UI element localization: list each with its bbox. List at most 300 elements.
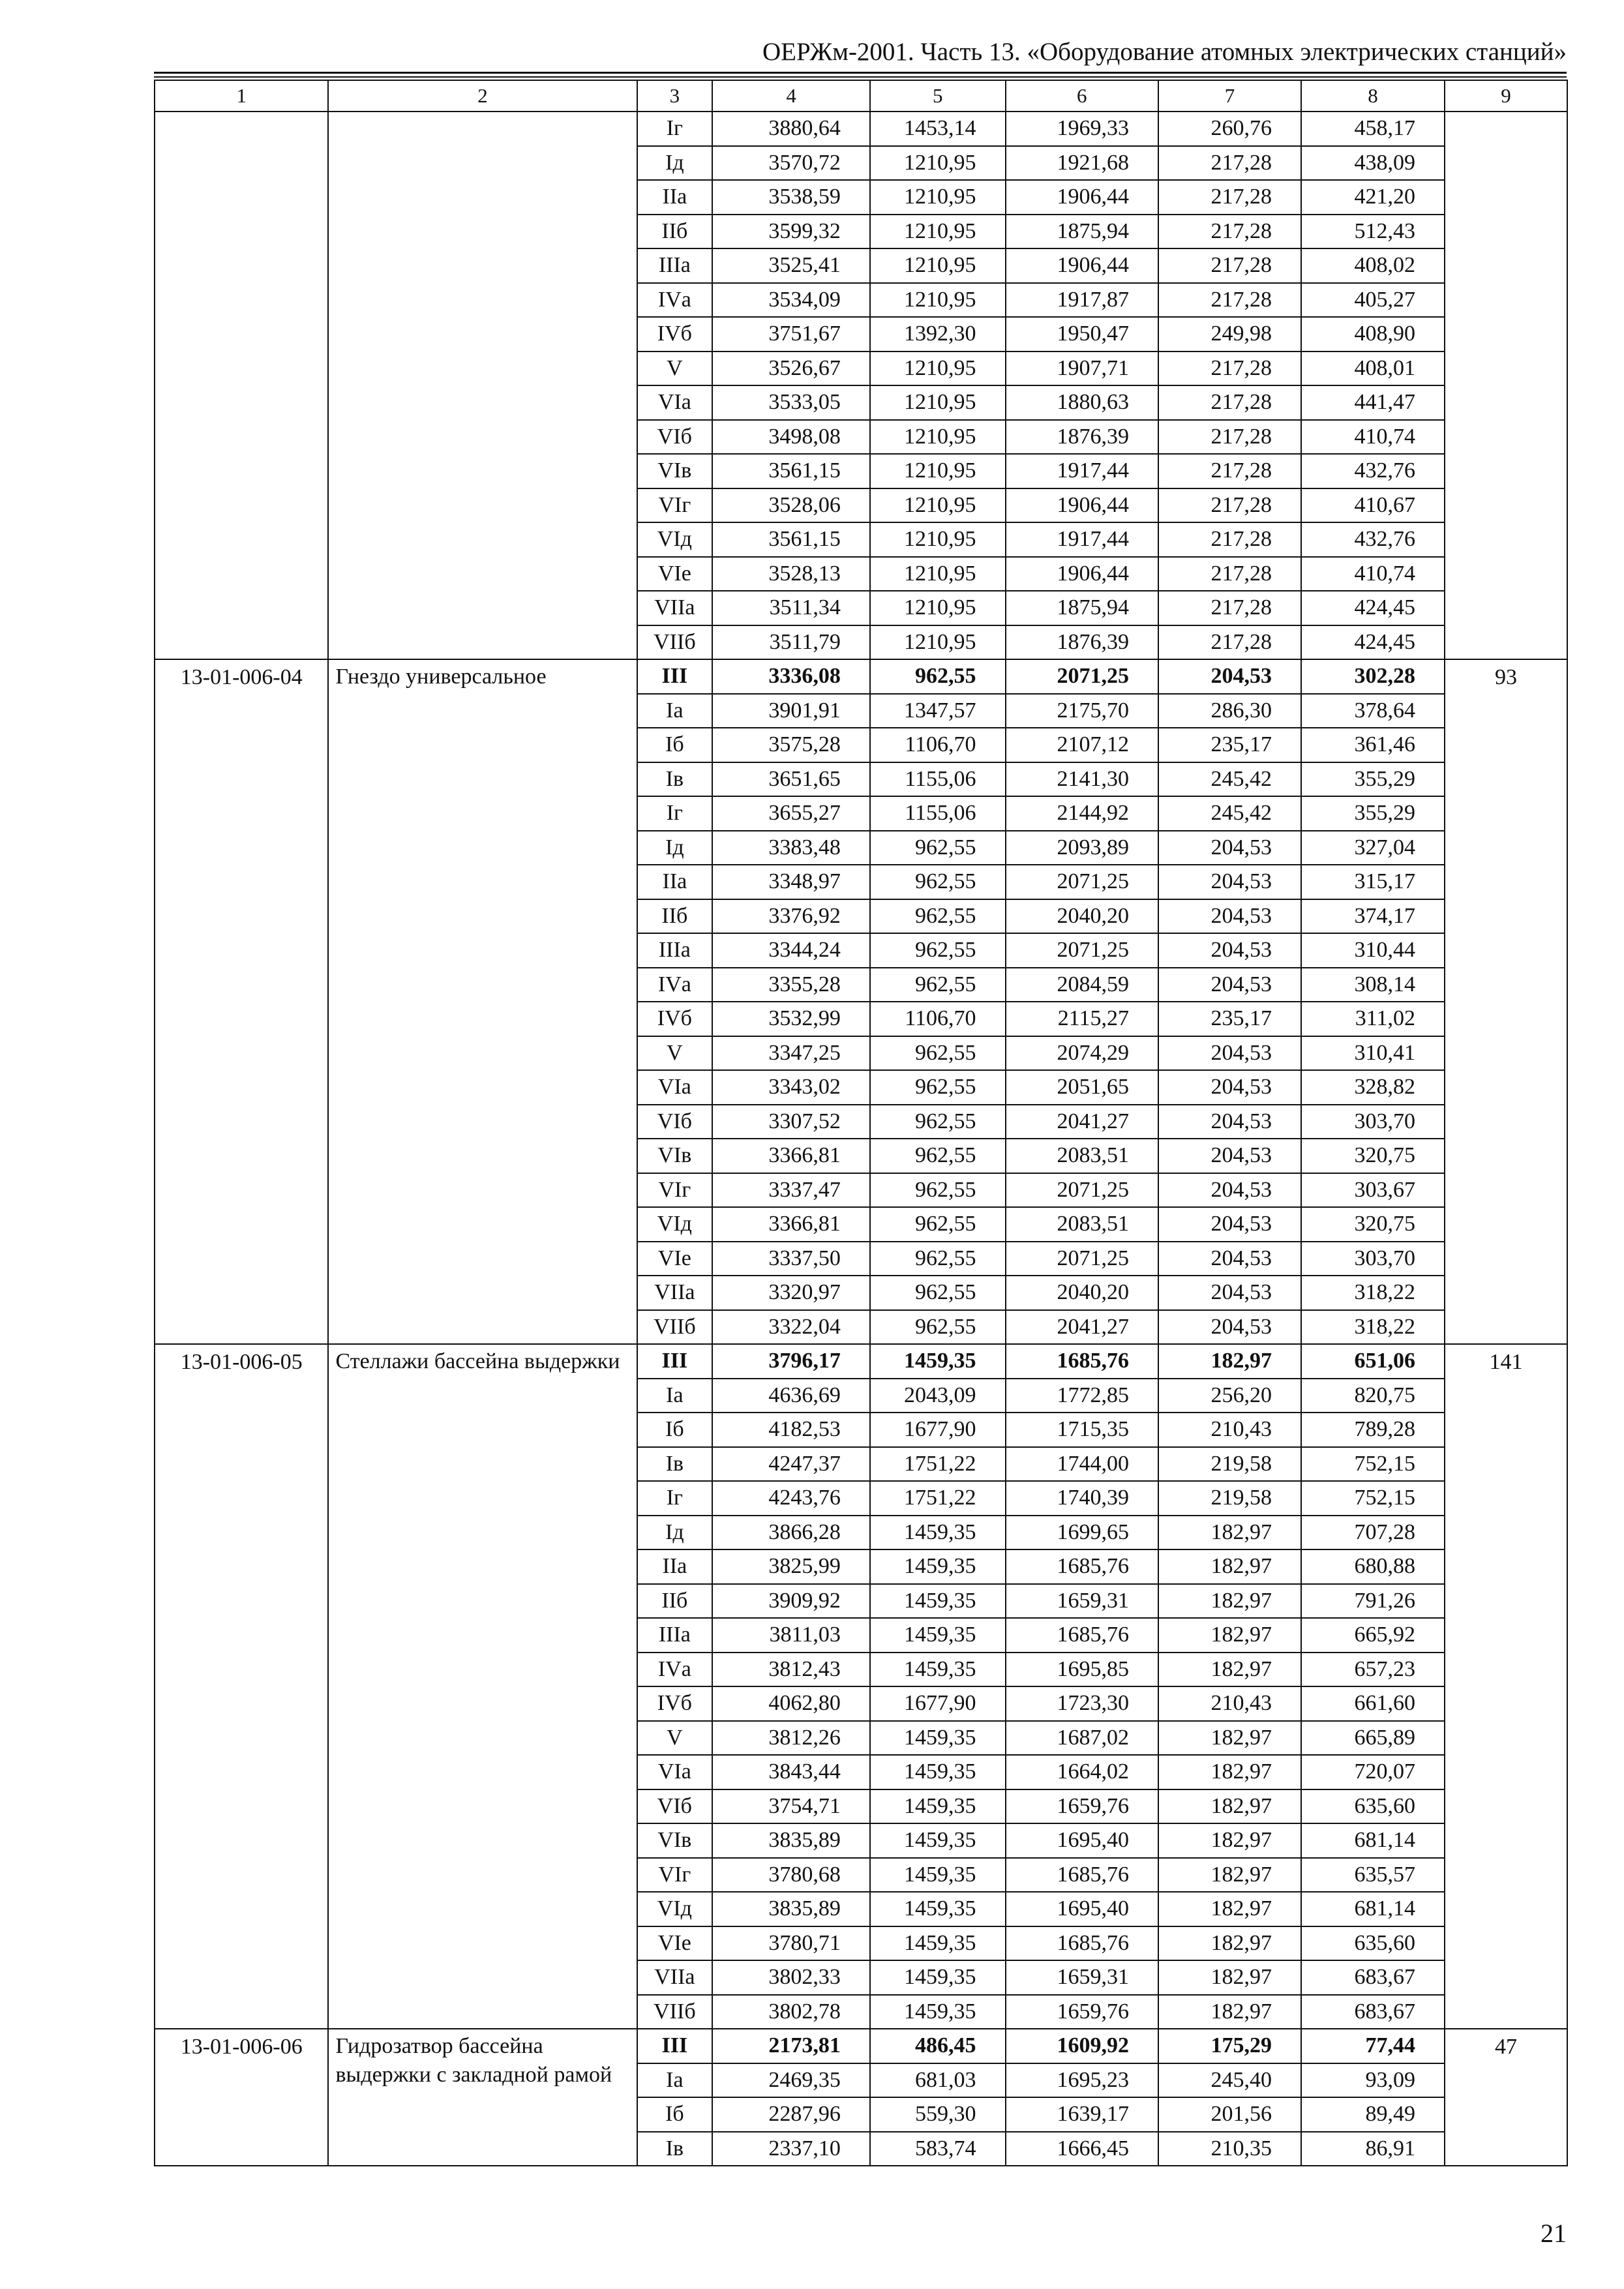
value-cell: 1740,39 — [1006, 1481, 1158, 1516]
zone-category: V — [637, 1036, 713, 1071]
zone-category: IIб — [637, 215, 713, 249]
zone-category: Iб — [637, 1413, 713, 1447]
value-cell: 302,28 — [1301, 659, 1445, 694]
value-cell: 2093,89 — [1006, 831, 1158, 865]
value-cell: 1875,94 — [1006, 215, 1158, 249]
value-cell: 2287,96 — [712, 2097, 870, 2132]
value-cell: 217,28 — [1158, 591, 1301, 625]
value-cell: 2041,27 — [1006, 1105, 1158, 1139]
item-code — [155, 112, 328, 659]
value-cell: 681,14 — [1301, 1892, 1445, 1926]
value-cell: 217,28 — [1158, 488, 1301, 523]
value-cell: 720,07 — [1301, 1755, 1445, 1789]
value-cell: 1459,35 — [870, 1858, 1006, 1893]
value-cell: 1685,76 — [1006, 1618, 1158, 1653]
value-cell: 1459,35 — [870, 1789, 1006, 1824]
column-header: 9 — [1445, 80, 1567, 112]
value-cell: 1917,44 — [1006, 522, 1158, 557]
value-cell: 3307,52 — [712, 1105, 870, 1139]
value-cell: 303,70 — [1301, 1105, 1445, 1139]
table-row — [155, 2029, 1567, 2063]
value-cell: 204,53 — [1158, 933, 1301, 968]
value-cell: 1459,35 — [870, 1823, 1006, 1858]
value-cell: 1695,40 — [1006, 1892, 1158, 1926]
value-cell: 204,53 — [1158, 1070, 1301, 1105]
value-cell: 1459,35 — [870, 1995, 1006, 2029]
value-cell: 3835,89 — [712, 1892, 870, 1926]
value-cell: 3534,09 — [712, 283, 870, 318]
zone-category: IVа — [637, 968, 713, 1002]
value-cell: 328,82 — [1301, 1070, 1445, 1105]
value-cell: 1876,39 — [1006, 420, 1158, 455]
value-cell: 962,55 — [870, 1310, 1006, 1345]
value-cell: 1699,65 — [1006, 1516, 1158, 1550]
value-cell: 1906,44 — [1006, 488, 1158, 523]
value-cell: 2071,25 — [1006, 1242, 1158, 1276]
item-name: Гидрозатвор бассейна выдержки с закладной рамой — [328, 2029, 637, 2166]
value-cell: 2083,51 — [1006, 1207, 1158, 1242]
value-cell: 3366,81 — [712, 1207, 870, 1242]
value-cell: 2040,20 — [1006, 899, 1158, 934]
value-cell: 249,98 — [1158, 317, 1301, 352]
value-cell: 2074,29 — [1006, 1036, 1158, 1071]
value-cell: 3909,92 — [712, 1584, 870, 1619]
value-cell: 3343,02 — [712, 1070, 870, 1105]
value-cell: 182,97 — [1158, 1858, 1301, 1893]
value-cell: 286,30 — [1158, 694, 1301, 728]
item-code: 13-01-006-05 — [155, 1344, 328, 2029]
value-cell: 204,53 — [1158, 1207, 1301, 1242]
zone-category: Iа — [637, 694, 713, 728]
column-header: 8 — [1301, 80, 1445, 112]
zone-category: VIIб — [637, 1310, 713, 1345]
value-cell: 245,40 — [1158, 2063, 1301, 2098]
value-cell: 2071,25 — [1006, 933, 1158, 968]
value-cell: 1907,71 — [1006, 352, 1158, 386]
zone-category: VIе — [637, 1926, 713, 1961]
value-cell: 256,20 — [1158, 1379, 1301, 1413]
value-cell: 3843,44 — [712, 1755, 870, 1789]
value-cell: 310,44 — [1301, 933, 1445, 968]
zone-category: V — [637, 1721, 713, 1756]
value-cell: 789,28 — [1301, 1413, 1445, 1447]
value-cell: 245,42 — [1158, 796, 1301, 831]
value-cell: 1687,02 — [1006, 1721, 1158, 1756]
value-cell: 315,17 — [1301, 865, 1445, 899]
value-cell: 962,55 — [870, 968, 1006, 1002]
value-cell: 438,09 — [1301, 146, 1445, 181]
zone-category: III — [637, 2029, 713, 2063]
value-cell: 204,53 — [1158, 1242, 1301, 1276]
value-cell: 410,74 — [1301, 557, 1445, 591]
value-cell: 3812,26 — [712, 1721, 870, 1756]
value-cell: 210,35 — [1158, 2132, 1301, 2166]
value-cell: 201,56 — [1158, 2097, 1301, 2132]
value-cell: 2084,59 — [1006, 968, 1158, 1002]
value-cell: 3812,43 — [712, 1653, 870, 1687]
zone-category: Iв — [637, 2132, 713, 2166]
value-cell: 3337,50 — [712, 1242, 870, 1276]
value-cell: 182,97 — [1158, 1823, 1301, 1858]
value-cell: 3575,28 — [712, 728, 870, 762]
value-cell: 4247,37 — [712, 1447, 870, 1482]
zone-category: IIа — [637, 1549, 713, 1584]
value-cell: 3561,15 — [712, 522, 870, 557]
value-cell: 1685,76 — [1006, 1858, 1158, 1893]
value-cell: 424,45 — [1301, 625, 1445, 660]
value-cell: 665,92 — [1301, 1618, 1445, 1653]
item-weight: 93 — [1445, 659, 1567, 1344]
value-cell: 4062,80 — [712, 1686, 870, 1721]
table-row — [155, 112, 1567, 146]
value-cell: 3526,67 — [712, 352, 870, 386]
value-cell: 1210,95 — [870, 180, 1006, 215]
value-cell: 2337,10 — [712, 2132, 870, 2166]
value-cell: 361,46 — [1301, 728, 1445, 762]
zone-category: VIд — [637, 1207, 713, 1242]
zone-category: VIв — [637, 454, 713, 488]
value-cell: 2141,30 — [1006, 762, 1158, 797]
value-cell: 1459,35 — [870, 1721, 1006, 1756]
value-cell: 681,03 — [870, 2063, 1006, 2098]
column-header: 5 — [870, 80, 1006, 112]
value-cell: 93,09 — [1301, 2063, 1445, 2098]
value-cell: 512,43 — [1301, 215, 1445, 249]
zone-category: VIIа — [637, 591, 713, 625]
zone-category: VIе — [637, 1242, 713, 1276]
value-cell: 651,06 — [1301, 1344, 1445, 1379]
value-cell: 962,55 — [870, 1070, 1006, 1105]
value-cell: 175,29 — [1158, 2029, 1301, 2063]
zone-category: Iб — [637, 2097, 713, 2132]
value-cell: 1459,35 — [870, 1892, 1006, 1926]
value-cell: 182,97 — [1158, 1516, 1301, 1550]
value-cell: 217,28 — [1158, 283, 1301, 318]
value-cell: 235,17 — [1158, 728, 1301, 762]
value-cell: 1677,90 — [870, 1686, 1006, 1721]
value-cell: 1459,35 — [870, 1653, 1006, 1687]
value-cell: 217,28 — [1158, 420, 1301, 455]
value-cell: 3901,91 — [712, 694, 870, 728]
value-cell: 681,14 — [1301, 1823, 1445, 1858]
value-cell: 3532,99 — [712, 1002, 870, 1036]
zone-category: VIг — [637, 1858, 713, 1893]
value-cell: 204,53 — [1158, 1173, 1301, 1208]
value-cell: 1210,95 — [870, 625, 1006, 660]
value-cell: 2071,25 — [1006, 865, 1158, 899]
value-cell: 182,97 — [1158, 1789, 1301, 1824]
value-cell: 182,97 — [1158, 1653, 1301, 1687]
table-row — [155, 1344, 1567, 1379]
value-cell: 1210,95 — [870, 557, 1006, 591]
zone-category: VIг — [637, 1173, 713, 1208]
value-cell: 4243,76 — [712, 1481, 870, 1516]
value-cell: 432,76 — [1301, 522, 1445, 557]
value-cell: 378,64 — [1301, 694, 1445, 728]
item-name: Гнездо универсальное — [328, 659, 637, 1344]
value-cell: 3780,71 — [712, 1926, 870, 1961]
value-cell: 219,58 — [1158, 1447, 1301, 1482]
column-header: 6 — [1006, 80, 1158, 112]
value-cell: 458,17 — [1301, 112, 1445, 146]
value-cell: 2173,81 — [712, 2029, 870, 2063]
value-cell: 432,76 — [1301, 454, 1445, 488]
value-cell: 1950,47 — [1006, 317, 1158, 352]
table-row — [155, 659, 1567, 694]
value-cell: 1744,00 — [1006, 1447, 1158, 1482]
value-cell: 1715,35 — [1006, 1413, 1158, 1447]
value-cell: 217,28 — [1158, 248, 1301, 283]
price-table — [154, 80, 1568, 2166]
value-cell: 791,26 — [1301, 1584, 1445, 1619]
value-cell: 245,42 — [1158, 762, 1301, 797]
zone-category: VIб — [637, 1105, 713, 1139]
value-cell: 182,97 — [1158, 1618, 1301, 1653]
page-header: ОЕРЖм-2001. Часть 13. «Оборудование атомных электрических станций» — [762, 38, 1567, 66]
value-cell: 355,29 — [1301, 796, 1445, 831]
zone-category: VIв — [637, 1823, 713, 1858]
value-cell: 665,89 — [1301, 1721, 1445, 1756]
value-cell: 2043,09 — [870, 1379, 1006, 1413]
value-cell: 962,55 — [870, 1173, 1006, 1208]
value-cell: 3348,97 — [712, 865, 870, 899]
value-cell: 1685,76 — [1006, 1344, 1158, 1379]
header-rule — [154, 72, 1567, 74]
zone-category: IIб — [637, 1584, 713, 1619]
value-cell: 204,53 — [1158, 831, 1301, 865]
value-cell: 3751,67 — [712, 317, 870, 352]
value-cell: 3533,05 — [712, 385, 870, 420]
value-cell: 1347,57 — [870, 694, 1006, 728]
value-cell: 3655,27 — [712, 796, 870, 831]
value-cell: 1666,45 — [1006, 2132, 1158, 2166]
value-cell: 962,55 — [870, 1207, 1006, 1242]
item-name — [328, 112, 637, 659]
zone-category: VIIб — [637, 1995, 713, 2029]
zone-category: III — [637, 659, 713, 694]
zone-category: VIд — [637, 522, 713, 557]
value-cell: 374,17 — [1301, 899, 1445, 934]
value-cell: 1695,40 — [1006, 1823, 1158, 1858]
value-cell: 583,74 — [870, 2132, 1006, 2166]
value-cell: 3538,59 — [712, 180, 870, 215]
value-cell: 1459,35 — [870, 1344, 1006, 1379]
item-weight: 47 — [1445, 2029, 1567, 2166]
value-cell: 3322,04 — [712, 1310, 870, 1345]
value-cell: 1210,95 — [870, 385, 1006, 420]
zone-category: VIе — [637, 557, 713, 591]
value-cell: 86,91 — [1301, 2132, 1445, 2166]
zone-category: IIа — [637, 865, 713, 899]
value-cell: 217,28 — [1158, 454, 1301, 488]
value-cell: 1695,23 — [1006, 2063, 1158, 2098]
value-cell: 962,55 — [870, 659, 1006, 694]
value-cell: 962,55 — [870, 1105, 1006, 1139]
column-header: 1 — [155, 80, 328, 112]
value-cell: 635,57 — [1301, 1858, 1445, 1893]
value-cell: 1459,35 — [870, 1618, 1006, 1653]
zone-category: IVб — [637, 1686, 713, 1721]
value-cell: 1685,76 — [1006, 1549, 1158, 1584]
zone-category: VIIб — [637, 625, 713, 660]
value-cell: 1659,31 — [1006, 1584, 1158, 1619]
value-cell: 1210,95 — [870, 591, 1006, 625]
value-cell: 1155,06 — [870, 762, 1006, 797]
value-cell: 1685,76 — [1006, 1926, 1158, 1961]
value-cell: 1459,35 — [870, 1960, 1006, 1995]
value-cell: 182,97 — [1158, 1584, 1301, 1619]
value-cell: 204,53 — [1158, 865, 1301, 899]
value-cell: 77,44 — [1301, 2029, 1445, 2063]
value-cell: 2071,25 — [1006, 1173, 1158, 1208]
zone-category: Iа — [637, 1379, 713, 1413]
value-cell: 2144,92 — [1006, 796, 1158, 831]
value-cell: 2040,20 — [1006, 1276, 1158, 1310]
value-cell: 3802,78 — [712, 1995, 870, 2029]
page-number: 21 — [1541, 2219, 1567, 2248]
value-cell: 486,45 — [870, 2029, 1006, 2063]
value-cell: 1210,95 — [870, 454, 1006, 488]
value-cell: 3825,99 — [712, 1549, 870, 1584]
header-rule — [154, 76, 1567, 78]
value-cell: 3880,64 — [712, 112, 870, 146]
value-cell: 3383,48 — [712, 831, 870, 865]
value-cell: 683,67 — [1301, 1960, 1445, 1995]
zone-category: IVа — [637, 283, 713, 318]
zone-category: Iг — [637, 796, 713, 831]
zone-category: VIв — [637, 1139, 713, 1173]
zone-category: Iб — [637, 728, 713, 762]
value-cell: 2051,65 — [1006, 1070, 1158, 1105]
value-cell: 962,55 — [870, 831, 1006, 865]
value-cell: 752,15 — [1301, 1447, 1445, 1482]
table-header — [155, 80, 1567, 112]
value-cell: 303,67 — [1301, 1173, 1445, 1208]
column-header: 4 — [712, 80, 870, 112]
value-cell: 310,41 — [1301, 1036, 1445, 1071]
value-cell: 235,17 — [1158, 1002, 1301, 1036]
value-cell: 405,27 — [1301, 283, 1445, 318]
value-cell: 1459,35 — [870, 1549, 1006, 1584]
value-cell: 408,02 — [1301, 248, 1445, 283]
value-cell: 1659,76 — [1006, 1995, 1158, 2029]
value-cell: 1723,30 — [1006, 1686, 1158, 1721]
value-cell: 3811,03 — [712, 1618, 870, 1653]
value-cell: 1969,33 — [1006, 112, 1158, 146]
value-cell: 3337,47 — [712, 1173, 870, 1208]
value-cell: 204,53 — [1158, 1036, 1301, 1071]
value-cell: 408,01 — [1301, 352, 1445, 386]
value-cell: 635,60 — [1301, 1789, 1445, 1824]
value-cell: 1659,76 — [1006, 1789, 1158, 1824]
item-weight — [1445, 112, 1567, 659]
value-cell: 182,97 — [1158, 1926, 1301, 1961]
value-cell: 3498,08 — [712, 420, 870, 455]
value-cell: 2469,35 — [712, 2063, 870, 2098]
value-cell: 217,28 — [1158, 625, 1301, 660]
value-cell: 1453,14 — [870, 112, 1006, 146]
zone-category: IIIа — [637, 248, 713, 283]
value-cell: 3347,25 — [712, 1036, 870, 1071]
value-cell: 635,60 — [1301, 1926, 1445, 1961]
value-cell: 3336,08 — [712, 659, 870, 694]
zone-category: IIIа — [637, 1618, 713, 1653]
value-cell: 962,55 — [870, 1036, 1006, 1071]
value-cell: 1906,44 — [1006, 248, 1158, 283]
value-cell: 1751,22 — [870, 1447, 1006, 1482]
column-number-row — [155, 80, 1567, 112]
zone-category: IVб — [637, 317, 713, 352]
value-cell: 2107,12 — [1006, 728, 1158, 762]
value-cell: 182,97 — [1158, 1892, 1301, 1926]
value-cell: 1210,95 — [870, 248, 1006, 283]
value-cell: 1210,95 — [870, 420, 1006, 455]
value-cell: 2175,70 — [1006, 694, 1158, 728]
zone-category: VIб — [637, 1789, 713, 1824]
zone-category: IIа — [637, 180, 713, 215]
value-cell: 1210,95 — [870, 352, 1006, 386]
value-cell: 1917,44 — [1006, 454, 1158, 488]
value-cell: 657,23 — [1301, 1653, 1445, 1687]
value-cell: 217,28 — [1158, 557, 1301, 591]
value-cell: 3866,28 — [712, 1516, 870, 1550]
value-cell: 318,22 — [1301, 1310, 1445, 1345]
value-cell: 3511,79 — [712, 625, 870, 660]
value-cell: 424,45 — [1301, 591, 1445, 625]
value-cell: 680,88 — [1301, 1549, 1445, 1584]
zone-category: IIIа — [637, 933, 713, 968]
value-cell: 3754,71 — [712, 1789, 870, 1824]
value-cell: 210,43 — [1158, 1413, 1301, 1447]
zone-category: Iд — [637, 831, 713, 865]
value-cell: 3780,68 — [712, 1858, 870, 1893]
value-cell: 1210,95 — [870, 215, 1006, 249]
value-cell: 217,28 — [1158, 180, 1301, 215]
value-cell: 3835,89 — [712, 1823, 870, 1858]
zone-category: VIд — [637, 1892, 713, 1926]
value-cell: 1459,35 — [870, 1926, 1006, 1961]
value-cell: 962,55 — [870, 933, 1006, 968]
column-header: 7 — [1158, 80, 1301, 112]
value-cell: 219,58 — [1158, 1481, 1301, 1516]
value-cell: 3796,17 — [712, 1344, 870, 1379]
value-cell: 204,53 — [1158, 968, 1301, 1002]
value-cell: 182,97 — [1158, 1721, 1301, 1756]
value-cell: 355,29 — [1301, 762, 1445, 797]
value-cell: 1210,95 — [870, 146, 1006, 181]
value-cell: 707,28 — [1301, 1516, 1445, 1550]
zone-category: Iв — [637, 762, 713, 797]
value-cell: 1906,44 — [1006, 180, 1158, 215]
value-cell: 2083,51 — [1006, 1139, 1158, 1173]
zone-category: III — [637, 1344, 713, 1379]
zone-category: Iг — [637, 1481, 713, 1516]
value-cell: 1664,02 — [1006, 1755, 1158, 1789]
value-cell: 303,70 — [1301, 1242, 1445, 1276]
table-body — [155, 112, 1567, 2166]
value-cell: 3570,72 — [712, 146, 870, 181]
zone-category: IIб — [637, 899, 713, 934]
value-cell: 182,97 — [1158, 1344, 1301, 1379]
value-cell: 1906,44 — [1006, 557, 1158, 591]
value-cell: 4182,53 — [712, 1413, 870, 1447]
item-code: 13-01-006-04 — [155, 659, 328, 1344]
value-cell: 204,53 — [1158, 1139, 1301, 1173]
value-cell: 1639,17 — [1006, 2097, 1158, 2132]
zone-category: IVа — [637, 1653, 713, 1687]
value-cell: 89,49 — [1301, 2097, 1445, 2132]
value-cell: 320,75 — [1301, 1139, 1445, 1173]
